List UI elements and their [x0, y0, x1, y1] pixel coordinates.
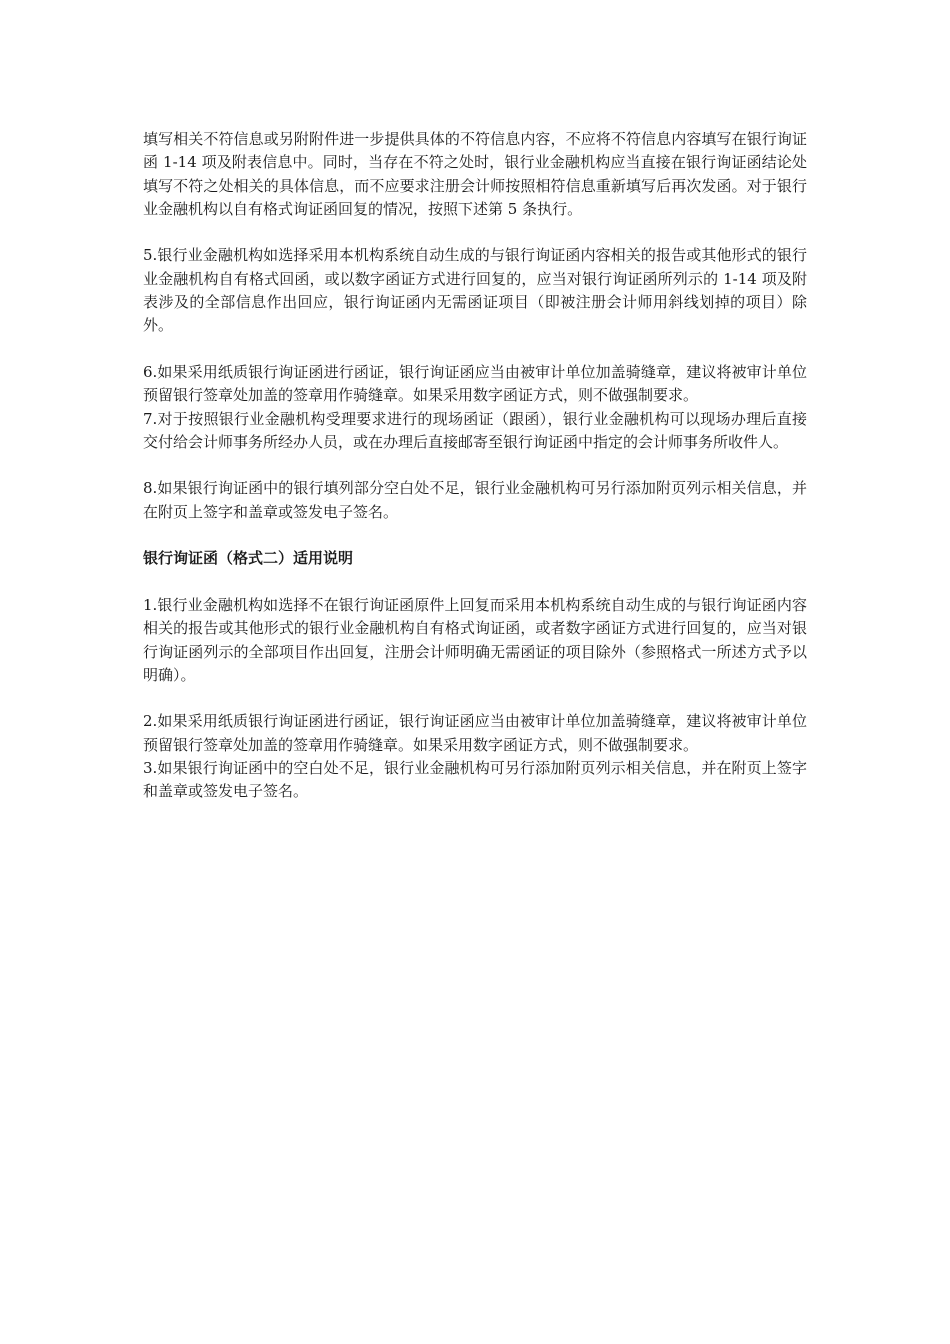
paragraph-intro: 填写相关不符信息或另附附件进一步提供具体的不符信息内容，不应将不符信息内容填写在银行询证函 1-14 项及附表信息中。同时，当存在不符之处时，银行业金融机构应当直接在银行询证函结论处填写不符之处相关的具体信息，而不应要求注册会计师按照相符信息重新填写后再次发函。对于银行业金融机构以自有格式询证函回复的情况，按照下述第 5 条执行。: [143, 130, 807, 218]
paragraph-format-two-item-2: 2.如果采用纸质银行询证函进行函证，银行询证函应当由被审计单位加盖骑缝章，建议将被审计单位预留银行签章处加盖的签章用作骑缝章。如果采用数字函证方式，则不做强制要求。: [143, 712, 807, 754]
paragraph-spacer: [143, 221, 807, 244]
paragraph-spacer: [143, 338, 807, 361]
paragraph-item-7: 7.对于按照银行业金融机构受理要求进行的现场函证（跟函），银行业金融机构可以现场办理后直接交付给会计师事务所经办人员，或在办理后直接邮寄至银行询证函中指定的会计师事务所收件人。: [143, 409, 807, 451]
paragraph-spacer: [143, 454, 807, 477]
paragraph-spacer: [143, 524, 807, 547]
paragraph-spacer: [143, 687, 807, 710]
paragraph-format-two-item-3: 3.如果银行询证函中的空白处不足，银行业金融机构可另行添加附页列示相关信息，并在附页上签字和盖章或签发电子签名。: [143, 759, 807, 801]
paragraph-item-5: 5.银行业金融机构如选择采用本机构系统自动生成的与银行询证函内容相关的报告或其他形式的银行业金融机构自有格式回函，或以数字函证方式进行回复的，应当对银行询证函所列示的 1-14 项及附表涉及的全部信息作出回应，银行询证函内无需函证项目（即被注册会计师用斜线划掉的项目）除外。: [143, 246, 807, 335]
section-heading-format-two: 银行询证函（格式二）适用说明: [143, 549, 354, 568]
paragraph-item-8: 8.如果银行询证函中的银行填列部分空白处不足，银行业金融机构可另行添加附页列示相关信息，并在附页上签字和盖章或签发电子签名。: [143, 479, 807, 521]
paragraph-format-two-item-1: 1.银行业金融机构如选择不在银行询证函原件上回复而采用本机构系统自动生成的与银行询证函内容相关的报告或其他形式的银行业金融机构自有格式询证函，或者数字函证方式进行回复的，应当对银行询证函列示的全部项目作出回复，注册会计师明确无需函证的项目除外（参照格式一所述方式予以明确）。: [143, 595, 807, 684]
paragraph-item-6: 6.如果采用纸质银行询证函进行函证，银行询证函应当由被审计单位加盖骑缝章，建议将被审计单位预留银行签章处加盖的签章用作骑缝章。如果采用数字函证方式，则不做强制要求。: [143, 362, 807, 405]
paragraph-spacer: [143, 571, 807, 594]
document-body: [143, 128, 807, 804]
